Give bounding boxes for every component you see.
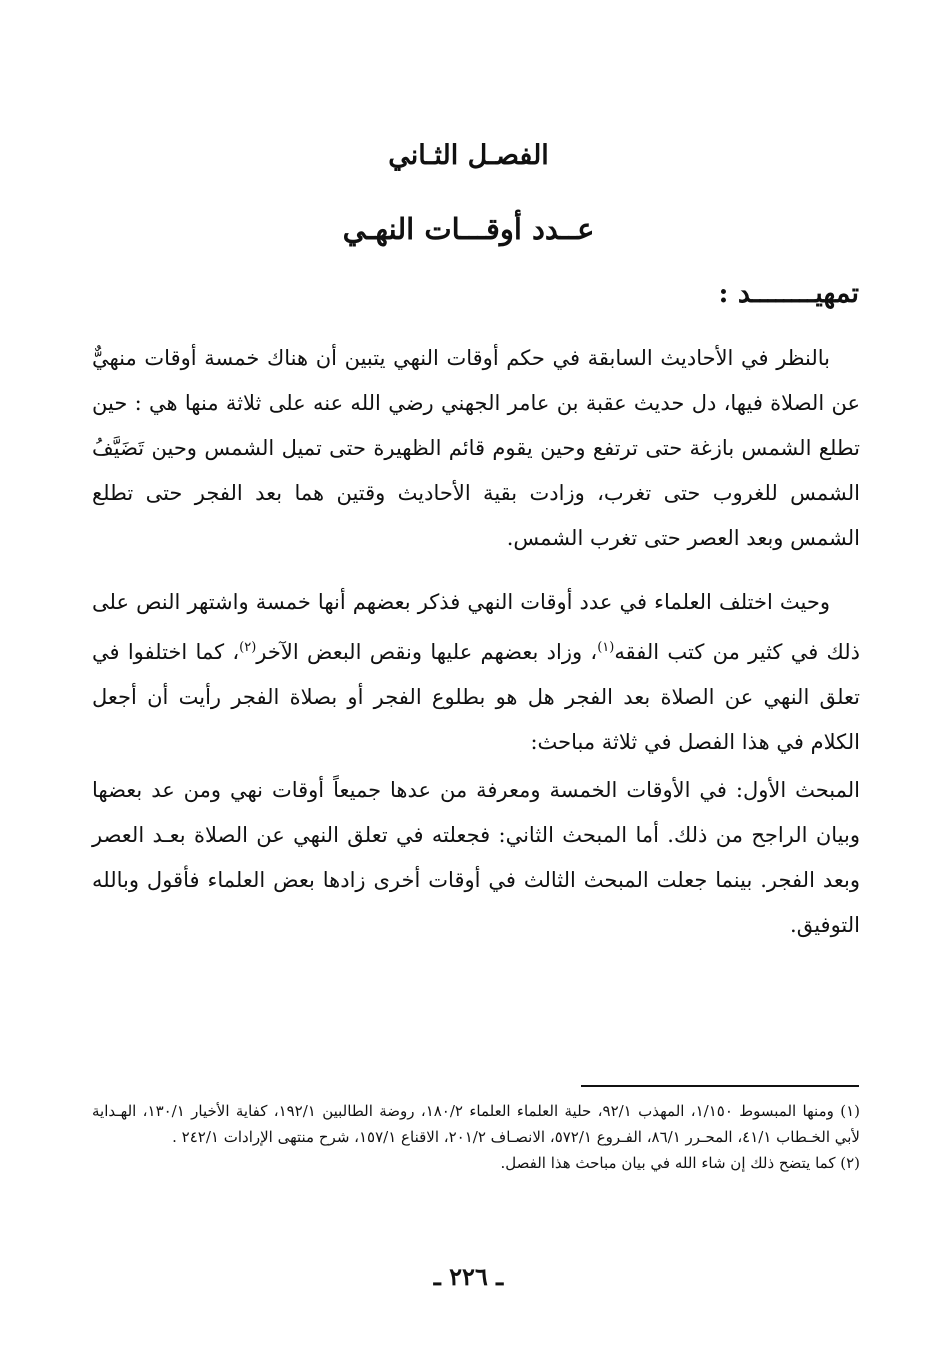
paragraph-1-text: بالنظر في الأحاديث السابقة في حكم أوقات النهي يتبين أن هناك خمسة أوقات منهيٌّ عن الصلاة فيها، دل حديث عقبة بن عامر الجهني رضي الله عنه على ثلاثة منها هي : حين تطلع الشمس بازغة حتى ترتفع وحين يقوم قائم الظهيرة حتى تميل الشمس وحين تَضَيَّفُ الشمس للغروب حتى تغرب، وزادت بقية الأحاديث وقتين هما بعد الفجر حتى تطلع الشمس وبعد العصر حتى تغرب الشمس. bbox=[92, 346, 860, 550]
paragraph-2 bbox=[92, 580, 860, 765]
paragraph-2-part-1: وحيث اختلف العلماء في عدد أوقات النهي فذكر بعضهم أنها خمسة واشتهر النص على ذلك في كثير من كتب الفقه bbox=[92, 590, 860, 664]
chapter-subtitle: عــدد أوقـــات النهـي bbox=[342, 212, 595, 246]
intro-heading: تمهيــــــــد : bbox=[718, 278, 859, 309]
footnote-divider bbox=[581, 1085, 859, 1087]
paragraph-2-part-2: ، وزاد بعضهم عليها ونقص البعض الآخر bbox=[256, 640, 598, 664]
paragraph-1 bbox=[92, 336, 860, 561]
footnote-1: (١) ومنها المبسوط ١/١٥٠، المهذب ٩٢/١، حلية العلماء العلماء ١٨٠/٢، روضة الطالبين ١٩٢/١، كفاية الأخيار ١٣٠/١، الهـداية لأبي الخـطاب ٤١/١، المحـرر ٨٦/١، الفـروع ٥٧٢/١، الانصـاف ٢٠١/٢، الاقناع ١٥٧/١، شرح منتهى الإرادات ٢٤٢/١ . bbox=[92, 1102, 860, 1146]
footnotes bbox=[92, 1098, 860, 1176]
paragraph-3 bbox=[92, 768, 860, 948]
chapter-title: الفصـل الثـاني bbox=[388, 140, 549, 171]
paragraph-2-part-3: ، كما اختلفوا في تعلق النهي عن الصلاة بعد الفجر هل هو بطلوع الفجر أو بصلاة الفجر رأيت أن أجعل الكلام في هذا الفصل في ثلاثة مباحث: bbox=[92, 640, 860, 754]
paragraph-2-text bbox=[92, 580, 860, 765]
footnote-2: (٢) كما يتضح ذلك إن شاء الله في بيان مباحث هذا الفصل. bbox=[500, 1154, 860, 1172]
page-number: ـ ٢٢٦ ـ bbox=[433, 1262, 504, 1291]
paragraph-3-text: المبحث الأول: في الأوقات الخمسة ومعرفة من عدها جميعاً أوقات نهي ومن عد بعضها وبيان الراجح من ذلك. أما المبحث الثاني: فجعلته في تعلق النهي عن الصلاة بعـد العصر وبعد الفجر. بينما جعلت المبحث الثالث في أوقات أخرى زادها بعض العلماء فأقول وبالله التوفيق. bbox=[92, 778, 860, 937]
footnote-ref-2[interactable]: (٢) bbox=[239, 640, 257, 655]
footnote-ref-1[interactable]: (١) bbox=[597, 640, 615, 655]
